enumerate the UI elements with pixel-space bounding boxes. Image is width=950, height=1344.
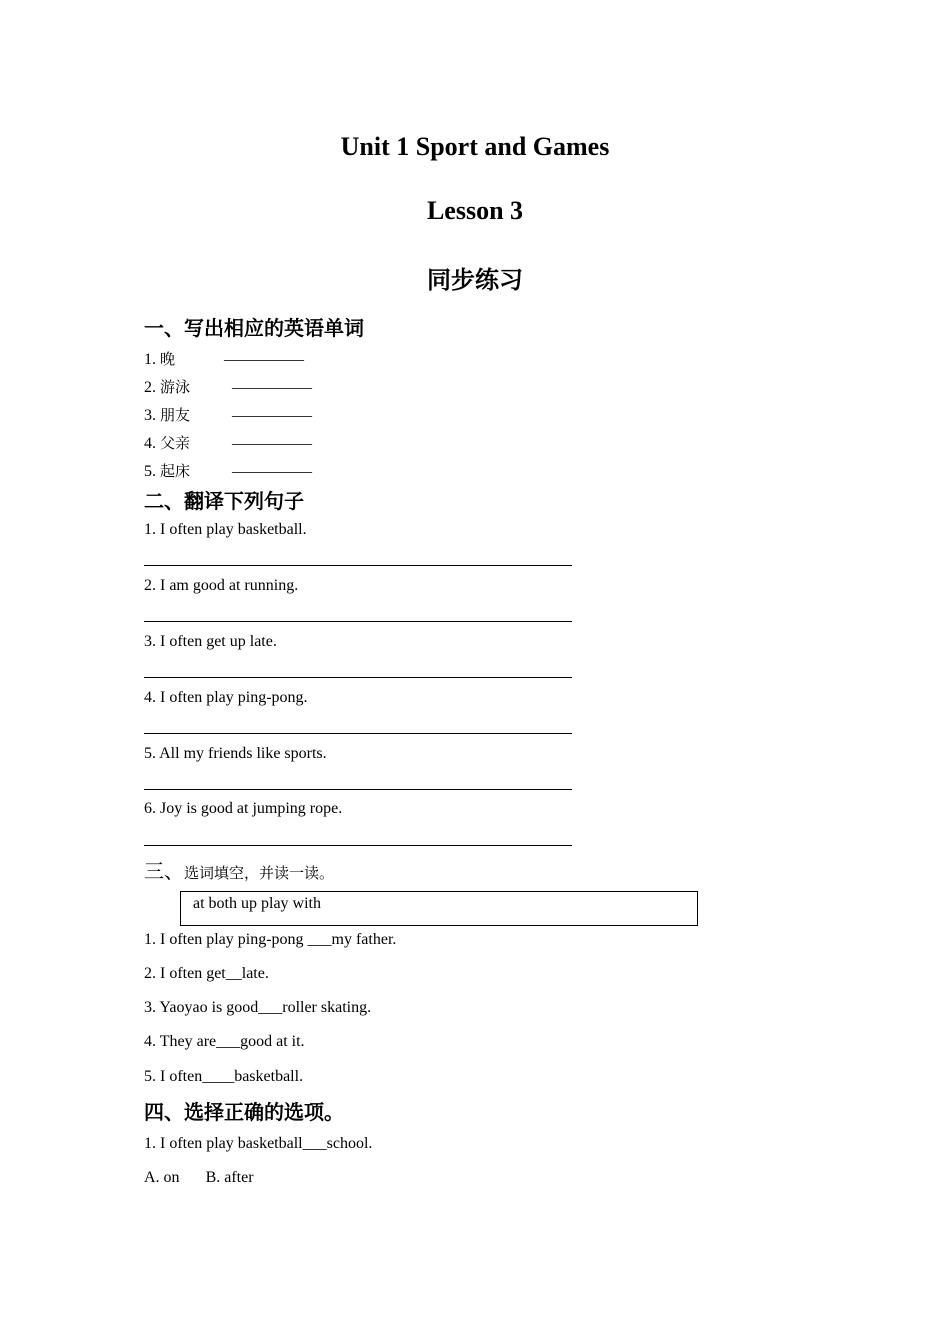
section2-sentence-5: 5. All my friends like sports. [144,745,327,762]
answer-line-2[interactable] [144,621,572,622]
worksheet-title: Unit 1 Sport and Games [340,132,610,161]
item-word: 晚 [160,350,176,368]
word-bank-box [180,891,698,926]
option-a[interactable]: A. on [144,1169,180,1186]
section3-item-4: 4. They are___good at it. [144,1033,305,1050]
section3-heading-text: 选词填空，并读一读。 [184,864,335,882]
section3-item-1: 1. I often play ping-pong ___my father. [144,931,397,948]
answer-line-3[interactable] [144,677,572,678]
item-word: 父亲 [160,434,191,452]
item-number: 2. [144,379,156,396]
answer-line-4[interactable] [144,733,572,734]
section1-item-3 [144,404,190,425]
section4-heading: 四、选择正确的选项。 [144,1100,344,1124]
answer-line-5[interactable] [144,789,572,790]
lesson-title: Lesson 3 [426,196,524,225]
item-number: 4. [144,435,156,452]
section2-heading: 二、翻译下列句子 [144,489,304,513]
section2-sentence-4: 4. I often play ping-pong. [144,689,308,706]
section3-item-5: 5. I often____basketball. [144,1068,304,1085]
item-number: 5. [144,463,156,480]
item-word: 游泳 [160,378,191,396]
section1-blank-5[interactable]: __________ [232,458,312,475]
section1-item-5 [144,460,190,481]
section1-item-2 [144,376,190,397]
item-number: 1. [144,351,156,368]
section2-sentence-2: 2. I am good at running. [144,577,299,594]
section4-question-1: 1. I often play basketball___school. [144,1135,373,1152]
word-bank: at both up play with [193,895,321,912]
item-word: 起床 [160,462,191,480]
answer-line-6[interactable] [144,845,572,846]
option-b[interactable]: B. after [205,1169,254,1186]
section1-blank-3[interactable]: __________ [232,402,312,419]
section3-heading [144,855,334,884]
section2-sentence-3: 3. I often get up late. [144,633,277,650]
section3-item-2: 2. I often get__late. [144,965,269,982]
section1-heading: 一、写出相应的英语单词 [144,316,364,340]
worksheet-subtitle: 同步练习 [427,266,523,294]
section3-item-3: 3. Yaoyao is good___roller skating. [144,999,372,1016]
answer-line-1[interactable] [144,565,572,566]
section1-item-4 [144,432,190,453]
section1-blank-1[interactable]: __________ [224,346,304,363]
section4-options-1 [144,1169,254,1187]
section1-blank-4[interactable]: __________ [232,430,312,447]
section2-sentence-6: 6. Joy is good at jumping rope. [144,800,343,817]
item-word: 朋友 [160,406,191,424]
section1-item-1 [144,348,175,369]
section3-heading-number: 三、 [144,859,184,883]
section1-blank-2[interactable]: __________ [232,374,312,391]
section2-sentence-1: 1. I often play basketball. [144,521,307,538]
item-number: 3. [144,407,156,424]
